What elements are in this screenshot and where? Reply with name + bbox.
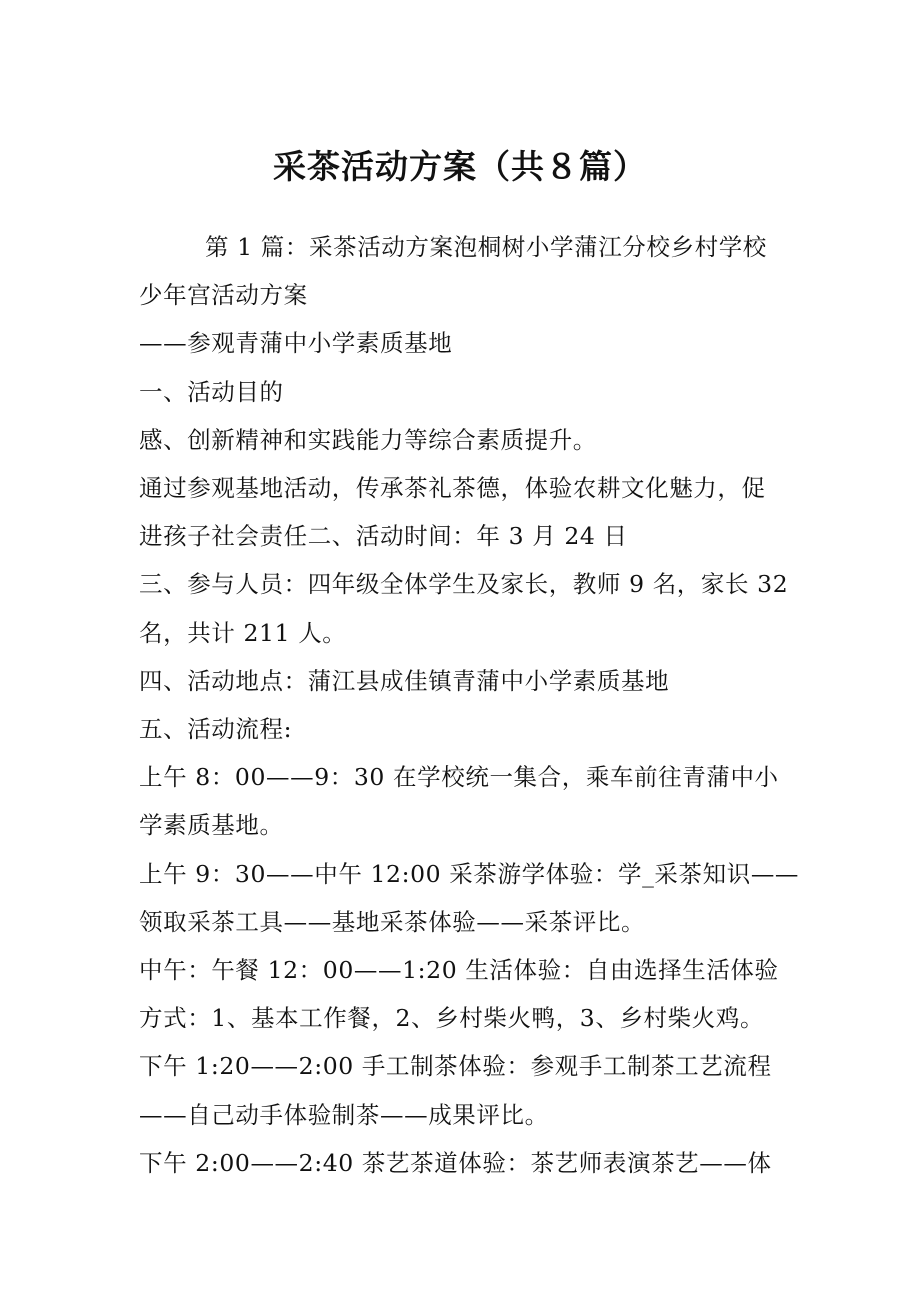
- paragraph-line: 下午 2:00——2:40 茶艺茶道体验：茶艺师表演茶艺——体: [139, 1148, 772, 1177]
- paragraph-line: 下午 1:20——2:00 手工制茶体验：参观手工制茶工艺流程: [139, 1052, 772, 1081]
- paragraph-line: 进孩子社会责任二、活动时间：年 3 月 24 日: [139, 522, 628, 551]
- section-heading: 五、活动流程:: [139, 715, 293, 744]
- paragraph-line: 中午：午餐 12：00——1:20 生活体验：自由选择生活体验: [139, 956, 779, 985]
- paragraph-line: 上午 9：30——中午 12:00 采茶游学体验：学_采茶知识——: [139, 859, 800, 888]
- paragraph-line: 感、创新精神和实践能力等综合素质提升。: [139, 425, 597, 454]
- page-title: 采茶活动方案（共８篇）: [273, 147, 647, 186]
- paragraph-line: ——自己动手体验制茶——成果评比。: [139, 1100, 549, 1129]
- paragraph-line: 第 1 篇：采茶活动方案泡桐树小学蒲江分校乡村学校: [205, 233, 767, 261]
- paragraph-line: 领取采茶工具——基地采茶体验——采茶评比。: [139, 907, 646, 936]
- document-body: [139, 223, 800, 1187]
- paragraph-line: 四、活动地点：蒲江县成佳镇青蒲中小学素质基地: [139, 666, 670, 695]
- paragraph-line: 方式：1、基本工作餐，2、乡村柴火鸭，3、乡村柴火鸡。: [139, 1004, 765, 1033]
- paragraph-line: ——参观青蒲中小学素质基地: [139, 329, 453, 358]
- section-heading: 一、活动目的: [139, 377, 284, 406]
- paragraph-line: 上午 8：00——9：30 在学校统一集合，乘车前往青蒲中小: [139, 763, 779, 792]
- paragraph-line: 学素质基地。: [139, 811, 284, 840]
- paragraph-line: 通过参观基地活动，传承茶礼茶德，体验农耕文化魅力，促: [139, 474, 766, 503]
- paragraph-line: 名，共计 211 人。: [139, 618, 347, 647]
- paragraph-line: 三、参与人员：四年级全体学生及家长，教师 9 名，家长 32: [139, 570, 789, 599]
- paragraph-line: 少年宫活动方案: [139, 281, 308, 310]
